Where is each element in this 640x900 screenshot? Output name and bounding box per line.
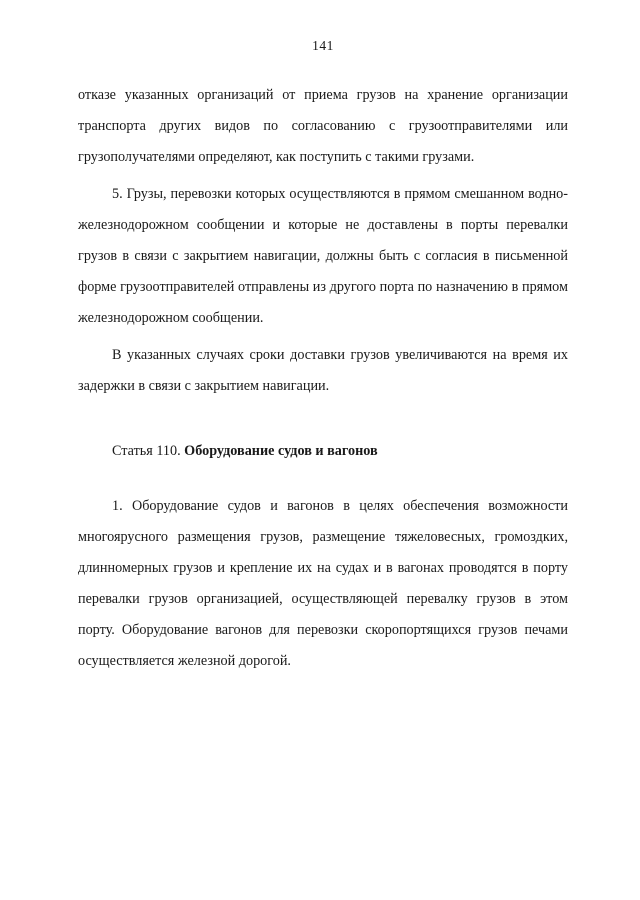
paragraph-item-1: 1. Оборудование судов и вагонов в целях обеспечения возможности многоярусного размещения грузов, размещение тяжеловесных, громоздких, длинномерных грузов и крепление их на судах и в вагонах проводятся в порту перевалки грузов организацией, осуществляющей перевалку грузов в этом порту. Оборудование вагонов для перевозки скоропортящихся грузов печами осуществляется железной дорогой. bbox=[78, 498, 568, 669]
article-heading bbox=[78, 436, 568, 467]
paragraph-delivery-terms: В указанных случаях сроки доставки грузов увеличиваются на время их задержки в связи с закрытием навигации. bbox=[78, 347, 568, 394]
document-body bbox=[78, 80, 568, 677]
article-label: Статья 110. bbox=[112, 443, 181, 459]
section-spacer bbox=[78, 467, 568, 491]
article-title: Оборудование судов и вагонов bbox=[184, 443, 378, 459]
paragraph-continued: отказе указанных организаций от приема грузов на хранение организации транспорта других видов по согласованию с грузоотправителями или грузополучателями определяют, как поступить с такими грузами. bbox=[78, 87, 568, 165]
paragraph-item-5: 5. Грузы, перевозки которых осуществляются в прямом смешанном водно-железнодорожном сообщении и которые не доставлены в порты перевалки грузов в связи с закрытием навигации, должны быть с согласия в письменной форме грузоотправителей отправлены из другого порта по назначению в прямом железнодорожном сообщении. bbox=[78, 186, 568, 326]
page-number: 141 bbox=[312, 38, 334, 53]
section-spacer bbox=[78, 402, 568, 436]
